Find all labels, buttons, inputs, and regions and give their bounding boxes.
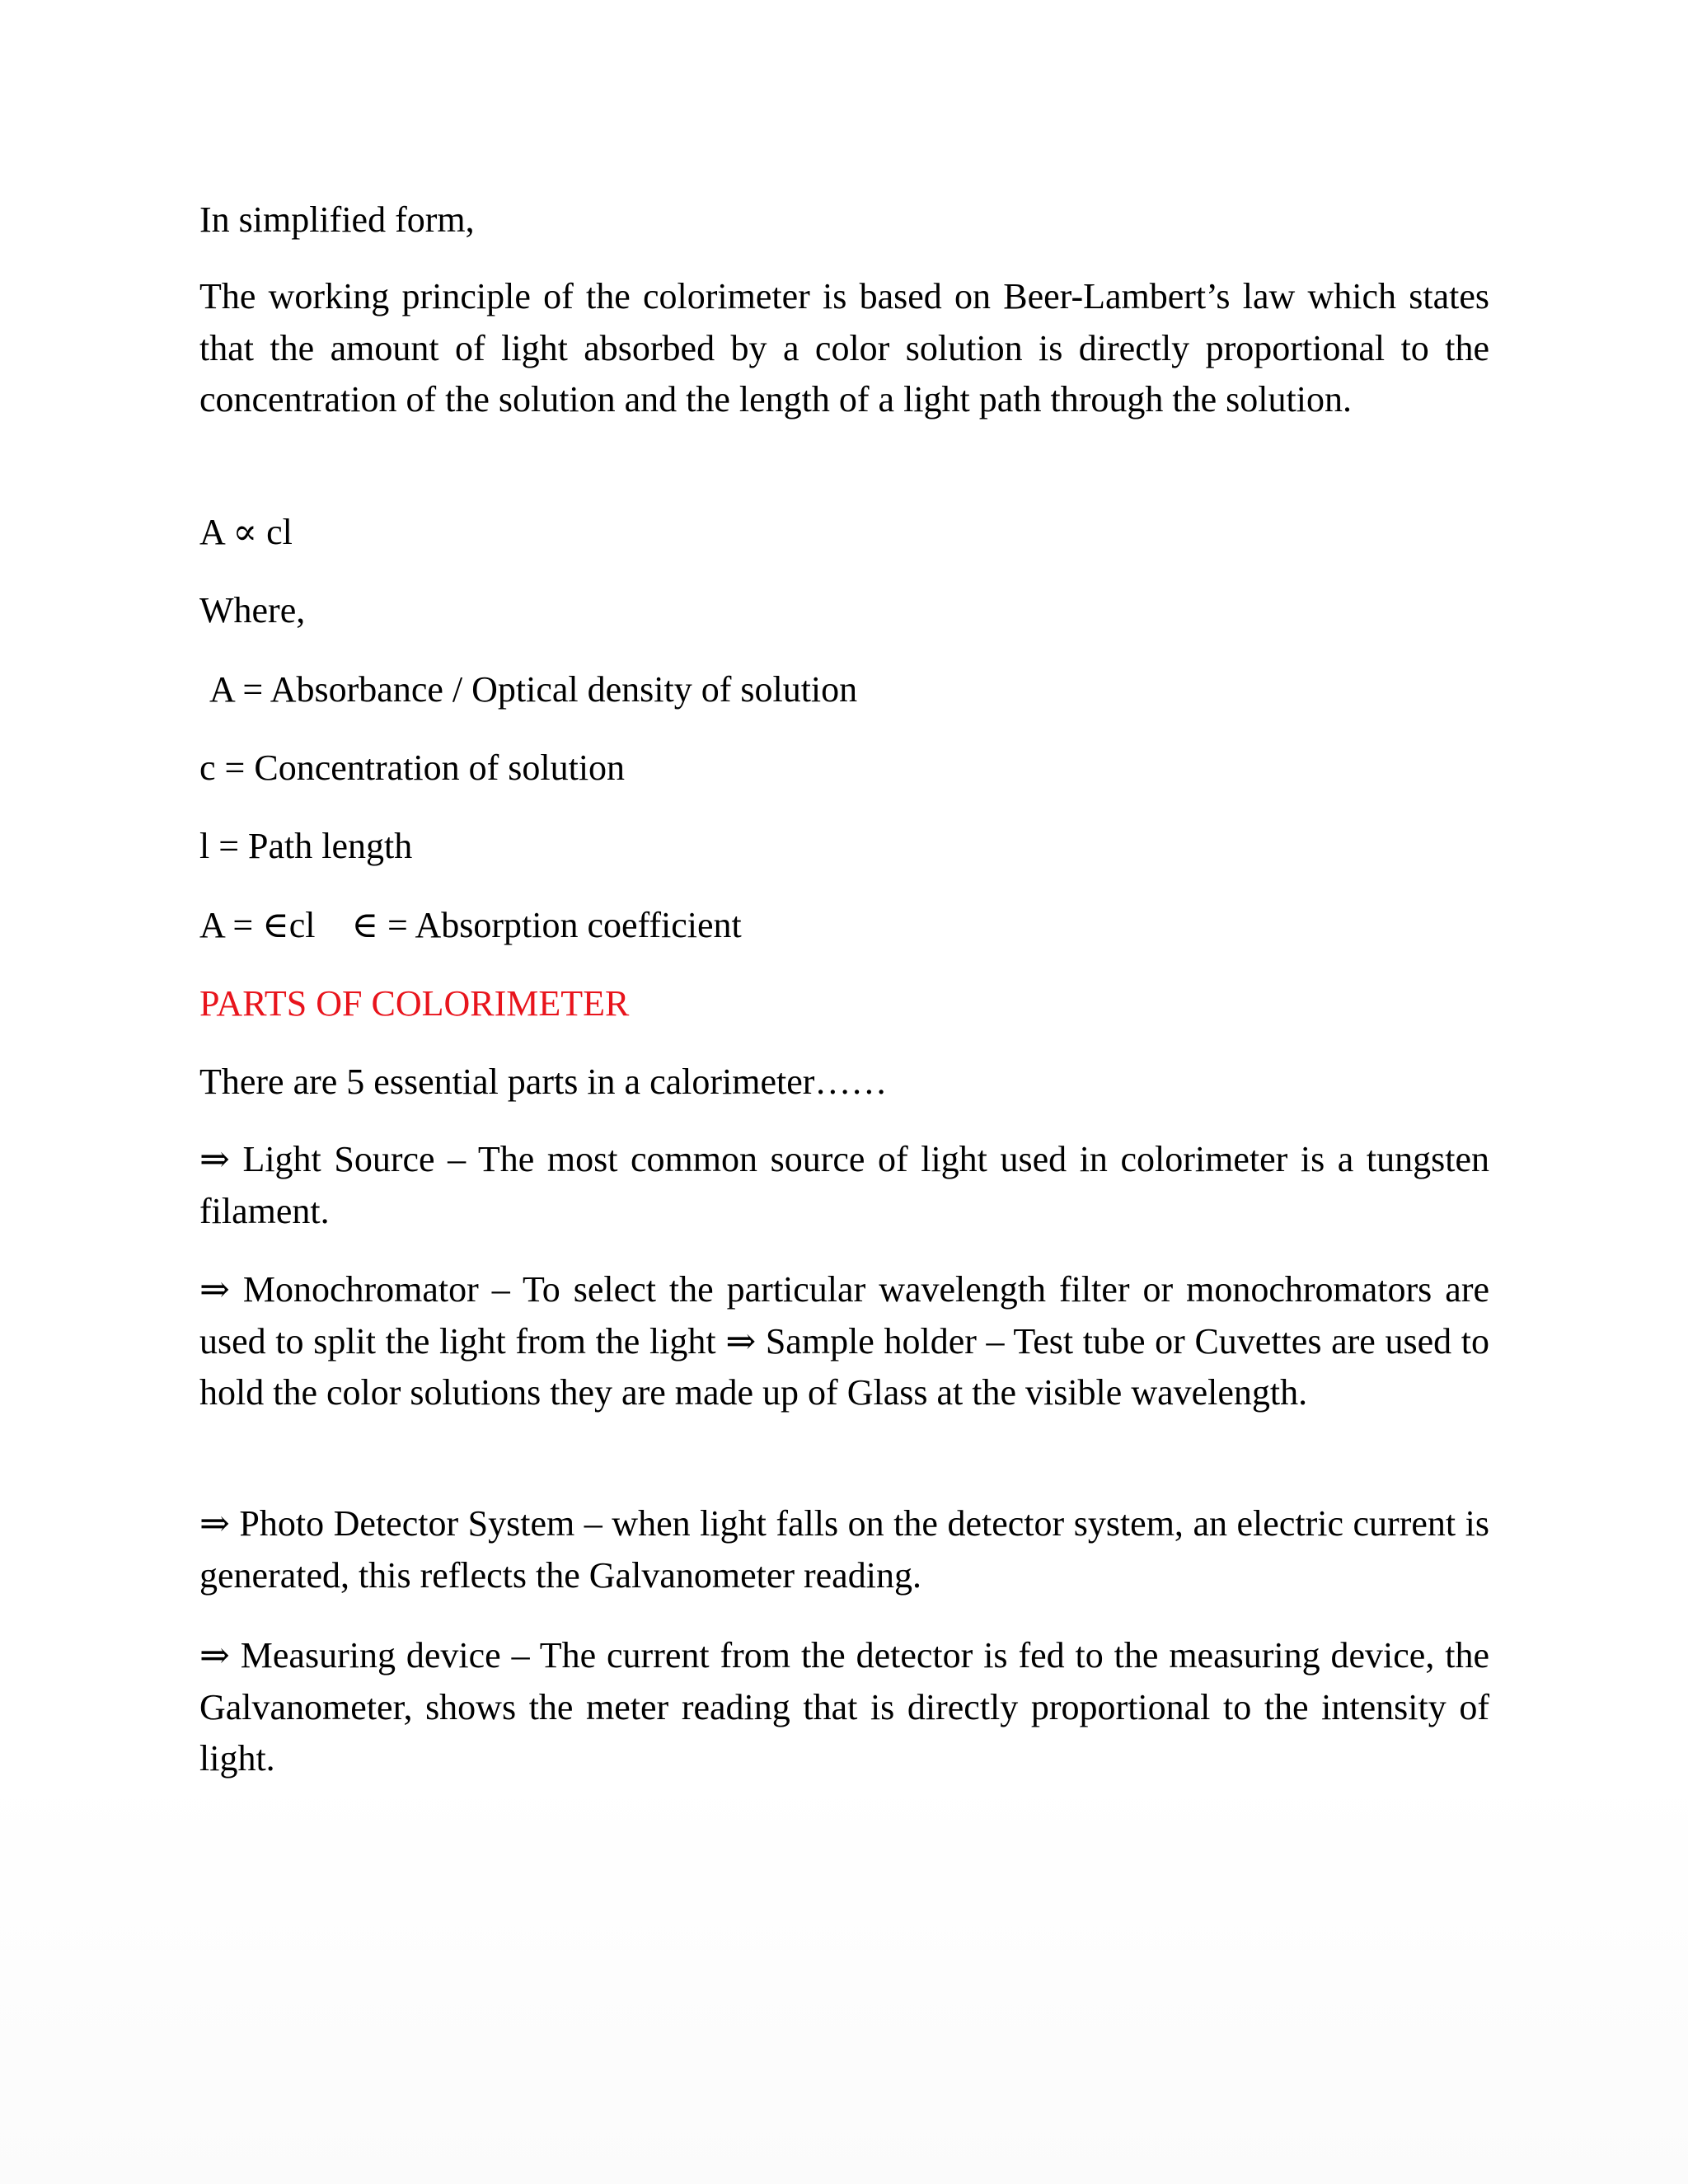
concentration-definition: c = Concentration of solution xyxy=(199,748,626,788)
page-background-shade xyxy=(0,1772,1688,2184)
principle-paragraph: The working principle of the colorimeter is based on Beer-Lambert’s law which states that the amount of light absorbed by a color solution is directly proportional to the concentration of the solution and the length of a light path through the solution. xyxy=(199,276,1489,419)
parts-intro: There are 5 essential parts in a calorimeter…… xyxy=(199,1062,888,1102)
parts-heading: PARTS OF COLORIMETER xyxy=(199,983,630,1024)
simplified-form-line: In simplified form, xyxy=(199,199,475,240)
beer-lambert-equation: A = ∈cl ∈ = Absorption coefficient xyxy=(199,905,742,945)
absorbance-definition: A = Absorbance / Optical density of solution xyxy=(209,669,858,710)
part-item-monochromator: ⇒ Monochromator – To select the particular wavelength filter or monochromators are used to split the light from the light ⇒ Sample holder – Test tube or Cuvettes are used to hold the color solutions they are made up of Glass at the visible wavelength. xyxy=(199,1269,1489,1413)
part-item-measuring-device: ⇒ Measuring device – The current from the detector is fed to the measuring device, the Galvanometer, shows the meter reading that is directly proportional to the intensity of light. xyxy=(199,1635,1489,1779)
where-label: Where, xyxy=(199,590,306,630)
proportionality-formula: A ∝ cl xyxy=(199,512,293,552)
part-item-light-source: ⇒ Light Source – The most common source of light used in colorimeter is a tungsten filament. xyxy=(199,1139,1489,1231)
part-item-photo-detector: ⇒ Photo Detector System – when light falls on the detector system, an electric current is generated, this reflects the Galvanometer reading. xyxy=(199,1503,1489,1596)
path-length-definition: l = Path length xyxy=(199,826,413,866)
